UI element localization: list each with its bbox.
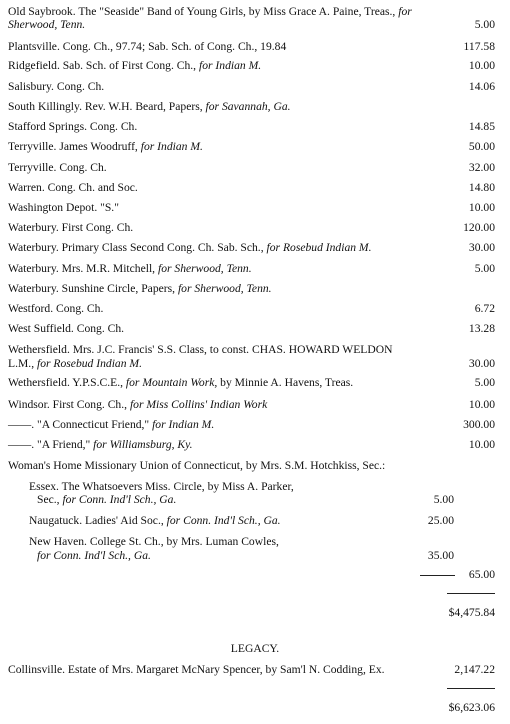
entry-italic: Sherwood, Tenn. <box>8 18 86 31</box>
entry-italic: for Sherwood, Tenn. <box>157 262 252 275</box>
entry-amount: 14.80 <box>468 181 495 194</box>
entry-amount: 5.00 <box>474 18 495 31</box>
entry-italic: for Indian M. <box>198 59 262 72</box>
entry-text: West Suffield. Cong. Ch. <box>8 322 125 335</box>
entry-amount: 300.00 <box>463 418 495 431</box>
entry-amount: 14.06 <box>468 80 495 93</box>
legacy-heading: LEGACY. <box>230 642 280 655</box>
union-item-amount: 35.00 <box>427 549 454 562</box>
entry-text: Stafford Springs. Cong. Ch. <box>8 120 138 133</box>
entry-text: Warren. Cong. Ch. and Soc. <box>8 181 138 194</box>
entry-text: ——. "A Connecticut Friend," <box>8 418 153 431</box>
entry-text: Plantsville. Cong. Ch., 97.74; Sab. Sch. of Cong. Ch., 19.84 <box>8 40 287 53</box>
final-total: $6,623.06 <box>448 701 495 714</box>
total-rule <box>447 593 495 594</box>
entry-amount: 30.00 <box>468 241 495 254</box>
union-item-italic: for Conn. Ind'l Sch., Ga. <box>166 514 281 527</box>
union-title: Woman's Home Missionary Union of Connecticut, by Mrs. S.M. Hotchkiss, Sec.: <box>8 459 386 472</box>
entry-amount: 10.00 <box>468 59 495 72</box>
entry-text: Waterbury. First Cong. Ch. <box>8 221 134 234</box>
union-item-amount: 5.00 <box>433 493 454 506</box>
entry-text: South Killingly. Rev. W.H. Beard, Papers, <box>8 100 206 113</box>
entry-amount: 13.28 <box>468 322 495 335</box>
union-item-text: Naugatuck. Ladies' Aid Soc., <box>29 514 167 527</box>
entry-italic: for <box>398 5 412 18</box>
union-item-italic: for Conn. Ind'l Sch., Ga. <box>37 549 151 562</box>
union-item-italic: for Conn. Ind'l Sch., Ga. <box>62 493 177 506</box>
entry-italic: for Savannah, Ga. <box>205 100 291 113</box>
union-total: 65.00 <box>468 568 495 581</box>
entry-italic: for Sherwood, Tenn. <box>177 282 272 295</box>
entry-italic: for Miss Collins' Indian Work <box>129 398 268 411</box>
union-item-text: Essex. The Whatsoevers Miss. Circle, by Miss A. Parker, <box>29 480 294 493</box>
entry-text: Waterbury. Sunshine Circle, Papers, <box>8 282 178 295</box>
entry-text: Wethersfield. Y.P.S.C.E., <box>8 376 126 389</box>
entry-text-tail: by Minnie A. Havens, Treas. <box>217 376 354 389</box>
entry-text: Waterbury. Primary Class Second Cong. Ch. Sab. Sch., <box>8 241 267 254</box>
grand-subtotal: $4,475.84 <box>448 606 495 619</box>
final-total-rule <box>447 688 495 689</box>
entry-text: Ridgefield. Sab. Sch. of First Cong. Ch., <box>8 59 199 72</box>
entry-italic: for Rosebud Indian M. <box>266 241 372 254</box>
entry-amount: 5.00 <box>474 376 495 389</box>
entry-amount: 117.58 <box>463 40 495 53</box>
entry-amount: 10.00 <box>468 201 495 214</box>
entry-text: Washington Depot. "S." <box>8 201 119 214</box>
entry-text: L.M., <box>8 357 37 370</box>
entry-amount: 50.00 <box>468 140 495 153</box>
entry-amount: 32.00 <box>468 161 495 174</box>
entry-text: Terryville. Cong. Ch. <box>8 161 107 174</box>
entry-text: Windsor. First Cong. Ch., <box>8 398 130 411</box>
entry-text: Terryville. James Woodruff, <box>8 140 141 153</box>
entry-amount: 120.00 <box>463 221 495 234</box>
entry-amount: 10.00 <box>468 398 495 411</box>
union-item-text: New Haven. College St. Ch., by Mrs. Luman Cowles, <box>29 535 279 548</box>
entry-italic: for Indian M. <box>152 418 215 431</box>
entry-italic: for Williamsburg, Ky. <box>93 438 193 451</box>
entry-italic: for Mountain Work, <box>125 376 218 389</box>
entry-text: ——. "A Friend," <box>8 438 94 451</box>
entry-amount: 6.72 <box>474 302 495 315</box>
entry-amount: 14.85 <box>468 120 495 133</box>
entry-text: Westford. Cong. Ch. <box>8 302 104 315</box>
entry-amount: 10.00 <box>468 438 495 451</box>
entry-amount: 30.00 <box>468 357 495 370</box>
entry-text: Old Saybrook. The "Seaside" Band of Young Girls, by Miss Grace A. Paine, Treas., <box>8 5 399 18</box>
entry-text: Wethersfield. Mrs. J.C. Francis' S.S. Class, to const. CHAS. HOWARD WELDON <box>8 343 393 356</box>
legacy-text: Collinsville. Estate of Mrs. Margaret McNary Spencer, by Sam'l N. Codding, Ex. <box>8 663 385 676</box>
entry-italic: for Rosebud Indian M. <box>36 357 142 370</box>
entry-text: Salisbury. Cong. Ch. <box>8 80 105 93</box>
entry-italic: for Indian M. <box>140 140 203 153</box>
entry-text: Waterbury. Mrs. M.R. Mitchell, <box>8 262 158 275</box>
union-subtotal-rule <box>420 575 455 576</box>
entry-amount: 5.00 <box>474 262 495 275</box>
union-item-text: Sec., <box>37 493 63 506</box>
union-item-amount: 25.00 <box>427 514 454 527</box>
legacy-amount: 2,147.22 <box>454 663 495 676</box>
